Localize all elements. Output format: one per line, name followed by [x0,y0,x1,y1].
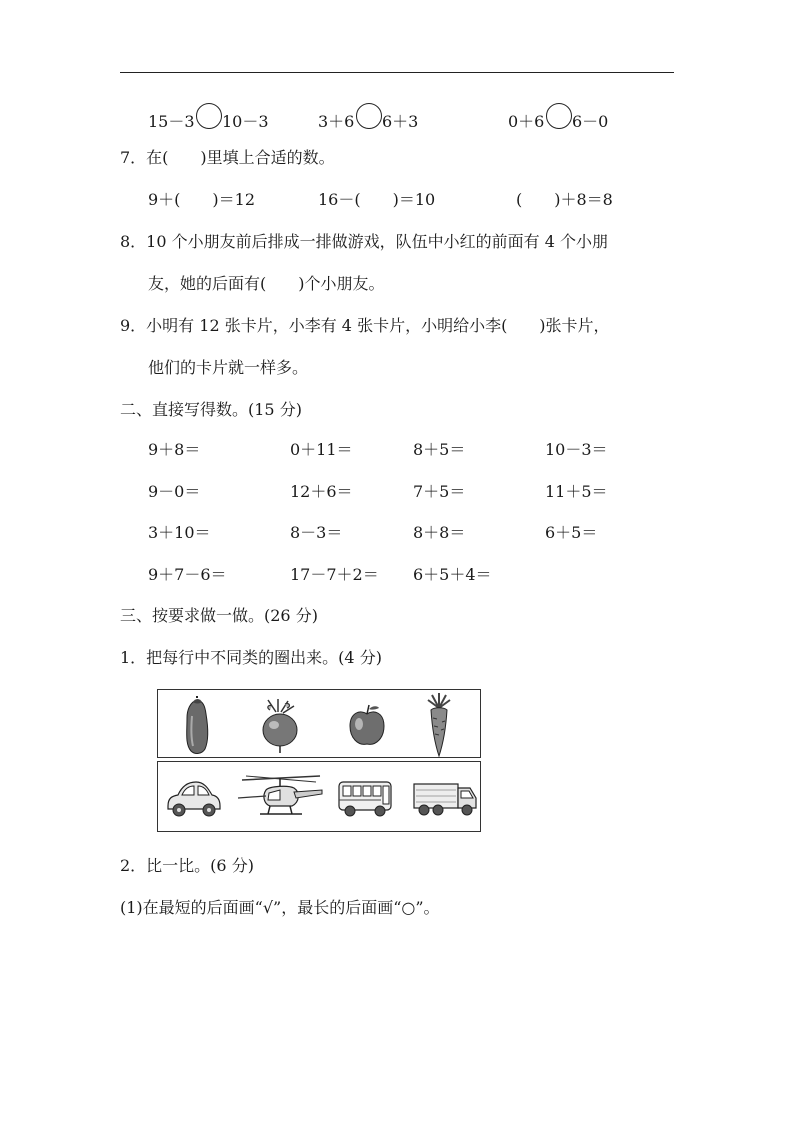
header-rule [120,72,674,73]
section3-q2: 2．比一比。(6 分) [120,856,254,875]
calc-cell: 7＋5＝ [413,482,466,501]
q7-item-3: ( )＋8＝8 [516,190,613,209]
picture-row-vehicles [157,761,481,832]
q9-line1: 9．小明有 12 张卡片，小李有 4 张卡片，小明给小李( )张卡片， [120,316,610,335]
calc-cell: 11＋5＝ [545,482,608,501]
picture-row-food [157,689,481,758]
q7-item-1: 9＋( )＝12 [148,190,256,209]
calc-cell: 0＋11＝ [290,440,353,459]
section3-q1: 1．把每行中不同类的圈出来。(4 分) [120,648,382,667]
calc-cell: 8－3＝ [290,523,343,542]
compare-left-3: 0＋6 [508,112,545,131]
compare-right-3: 6－0 [572,112,609,131]
compare-circle-3[interactable] [546,103,572,129]
truck-icon[interactable] [412,778,478,820]
section3-title: 三、按要求做一做。(26 分) [120,606,318,625]
q7-item-2: 16－( )＝10 [318,190,436,209]
calc-cell: 9＋8＝ [148,440,201,459]
radish-icon[interactable] [258,698,302,754]
compare-left-2: 3＋6 [318,112,355,131]
carrot-icon[interactable] [424,692,454,758]
compare-right-2: 6＋3 [382,112,419,131]
calc-cell: 12＋6＝ [290,482,353,501]
compare-right-1: 10－3 [222,112,269,131]
car-icon[interactable] [164,776,222,820]
q8-line1: 8．10 个小朋友前后排成一排做游戏，队伍中小红的前面有 4 个小朋 [120,232,608,251]
q9-line2: 他们的卡片就一样多。 [148,358,309,377]
section3-q2-sub: (1)在最短的后面画“√”，最长的后面画“○”。 [120,898,440,917]
compare-circle-2[interactable] [356,103,382,129]
calc-cell: 3＋10＝ [148,523,211,542]
section2-title: 二、直接写得数。(15 分) [120,400,302,419]
q7-title: 7．在( )里填上合适的数。 [120,148,335,167]
calc-cell: 9－0＝ [148,482,201,501]
calc-cell: 6＋5＋4＝ [413,565,492,584]
helicopter-icon[interactable] [236,770,326,828]
calc-cell: 17－7＋2＝ [290,565,379,584]
calc-cell: 6＋5＝ [545,523,598,542]
calc-cell: 9＋7－6＝ [148,565,227,584]
apple-icon[interactable] [348,704,386,748]
bus-icon[interactable] [336,778,394,820]
calc-cell: 8＋8＝ [413,523,466,542]
compare-circle-1[interactable] [196,103,222,129]
q8-line2: 友，她的后面有( )个小朋友。 [148,274,385,293]
calc-cell: 10－3＝ [545,440,608,459]
eggplant-icon[interactable] [182,696,212,756]
compare-left-1: 15－3 [148,112,195,131]
calc-cell: 8＋5＝ [413,440,466,459]
